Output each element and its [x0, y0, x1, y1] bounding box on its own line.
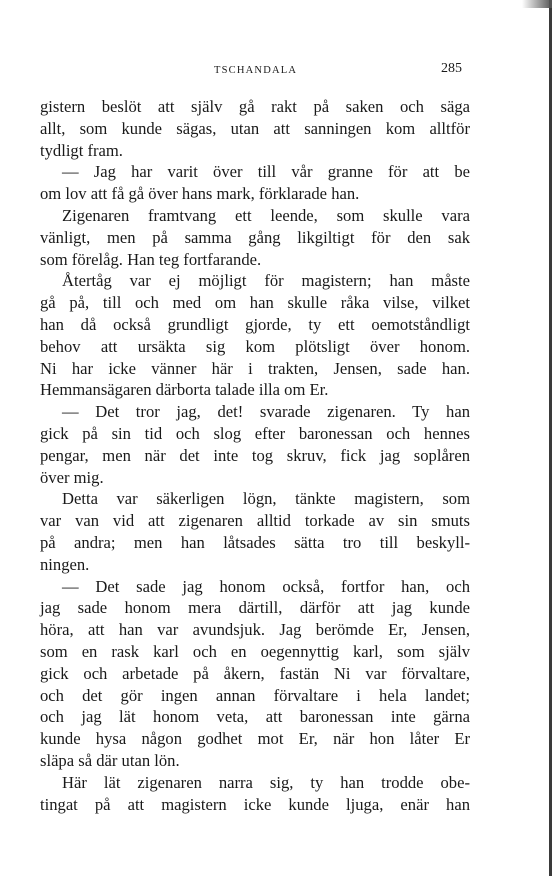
text-line: om lov att få gå över hans mark, förklarade han. — [40, 184, 360, 204]
text-line: och det gör ingen annan förvaltare i hela landet; — [40, 685, 470, 705]
text-line: gå på, till och med om han skulle råka vilse, vilket — [40, 293, 470, 313]
page-number: 285 — [441, 61, 462, 76]
scan-corner-shadow — [522, 0, 552, 8]
text-line: Här lät zigenaren narra sig, ty han trodde obe- — [62, 772, 470, 792]
text-line: allt, som kunde sägas, utan att sanningen kom alltför — [40, 118, 470, 138]
text-line: gistern beslöt att själv gå rakt på saken och säga — [40, 97, 470, 116]
text-line: tingat på att magistern icke kunde ljuga, enär han — [40, 794, 470, 814]
text-line: Detta var säkerligen lögn, tänkte magistern, som — [62, 489, 470, 509]
text-line: och jag lät honom veta, att baronessan inte gärna — [40, 707, 470, 727]
text-line: gick och arbetade på åkern, fastän Ni var förvaltare, — [40, 663, 470, 683]
page-header — [0, 60, 552, 84]
text-line: han då också grundligt gjorde, ty ett oemotståndligt — [40, 314, 470, 334]
text-line: Ni har icke vänner här i trakten, Jensen, sade han. — [40, 358, 470, 378]
text-line: var van vid att zigenaren alltid torkade av sin smuts — [40, 511, 470, 531]
text-line: släpa så där utan lön. — [40, 750, 180, 770]
text-line: — Det tror jag, det! svarade zigenaren. Ty han — [62, 402, 470, 422]
body-text — [40, 96, 470, 815]
text-line: — Jag har varit över till vår granne för att be — [62, 162, 470, 182]
text-line: höra, att han var avundsjuk. Jag berömde Er, Jensen, — [40, 620, 470, 640]
text-line: Zigenaren framtvang ett leende, som skulle vara — [62, 205, 470, 225]
text-line: Hemmansägaren därborta talade illa om Er. — [40, 380, 329, 400]
running-title: TSCHANDALA — [214, 65, 298, 76]
text-line: gick på sin tid och slog efter baronessan och hennes — [40, 423, 470, 443]
text-line: som förelåg. Han teg fortfarande. — [40, 249, 262, 269]
text-line: över mig. — [40, 467, 104, 487]
text-line: ningen. — [40, 554, 90, 574]
text-line: jag sade honom mera därtill, därför att jag kunde — [40, 598, 470, 618]
text-line: som en rask karl och en oegennyttig karl, som själv — [40, 641, 470, 661]
text-line: på andra; men han låtsades sätta tro till beskyll- — [40, 532, 470, 552]
text-line: kunde hysa någon godhet mot Er, när hon låter Er — [40, 729, 470, 749]
text-line: pengar, men när det inte tog skruv, fick jag soplåren — [40, 445, 470, 465]
text-line: vänligt, men på samma gång likgiltigt för den sak — [40, 227, 470, 247]
text-line: — Det sade jag honom också, fortfor han, och — [62, 576, 470, 596]
text-line: behov att ursäkta sig kom plötsligt över honom. — [40, 336, 470, 356]
text-line: Återtåg var ej möjligt för magistern; han måste — [62, 271, 470, 291]
text-line: tydligt fram. — [40, 140, 123, 160]
